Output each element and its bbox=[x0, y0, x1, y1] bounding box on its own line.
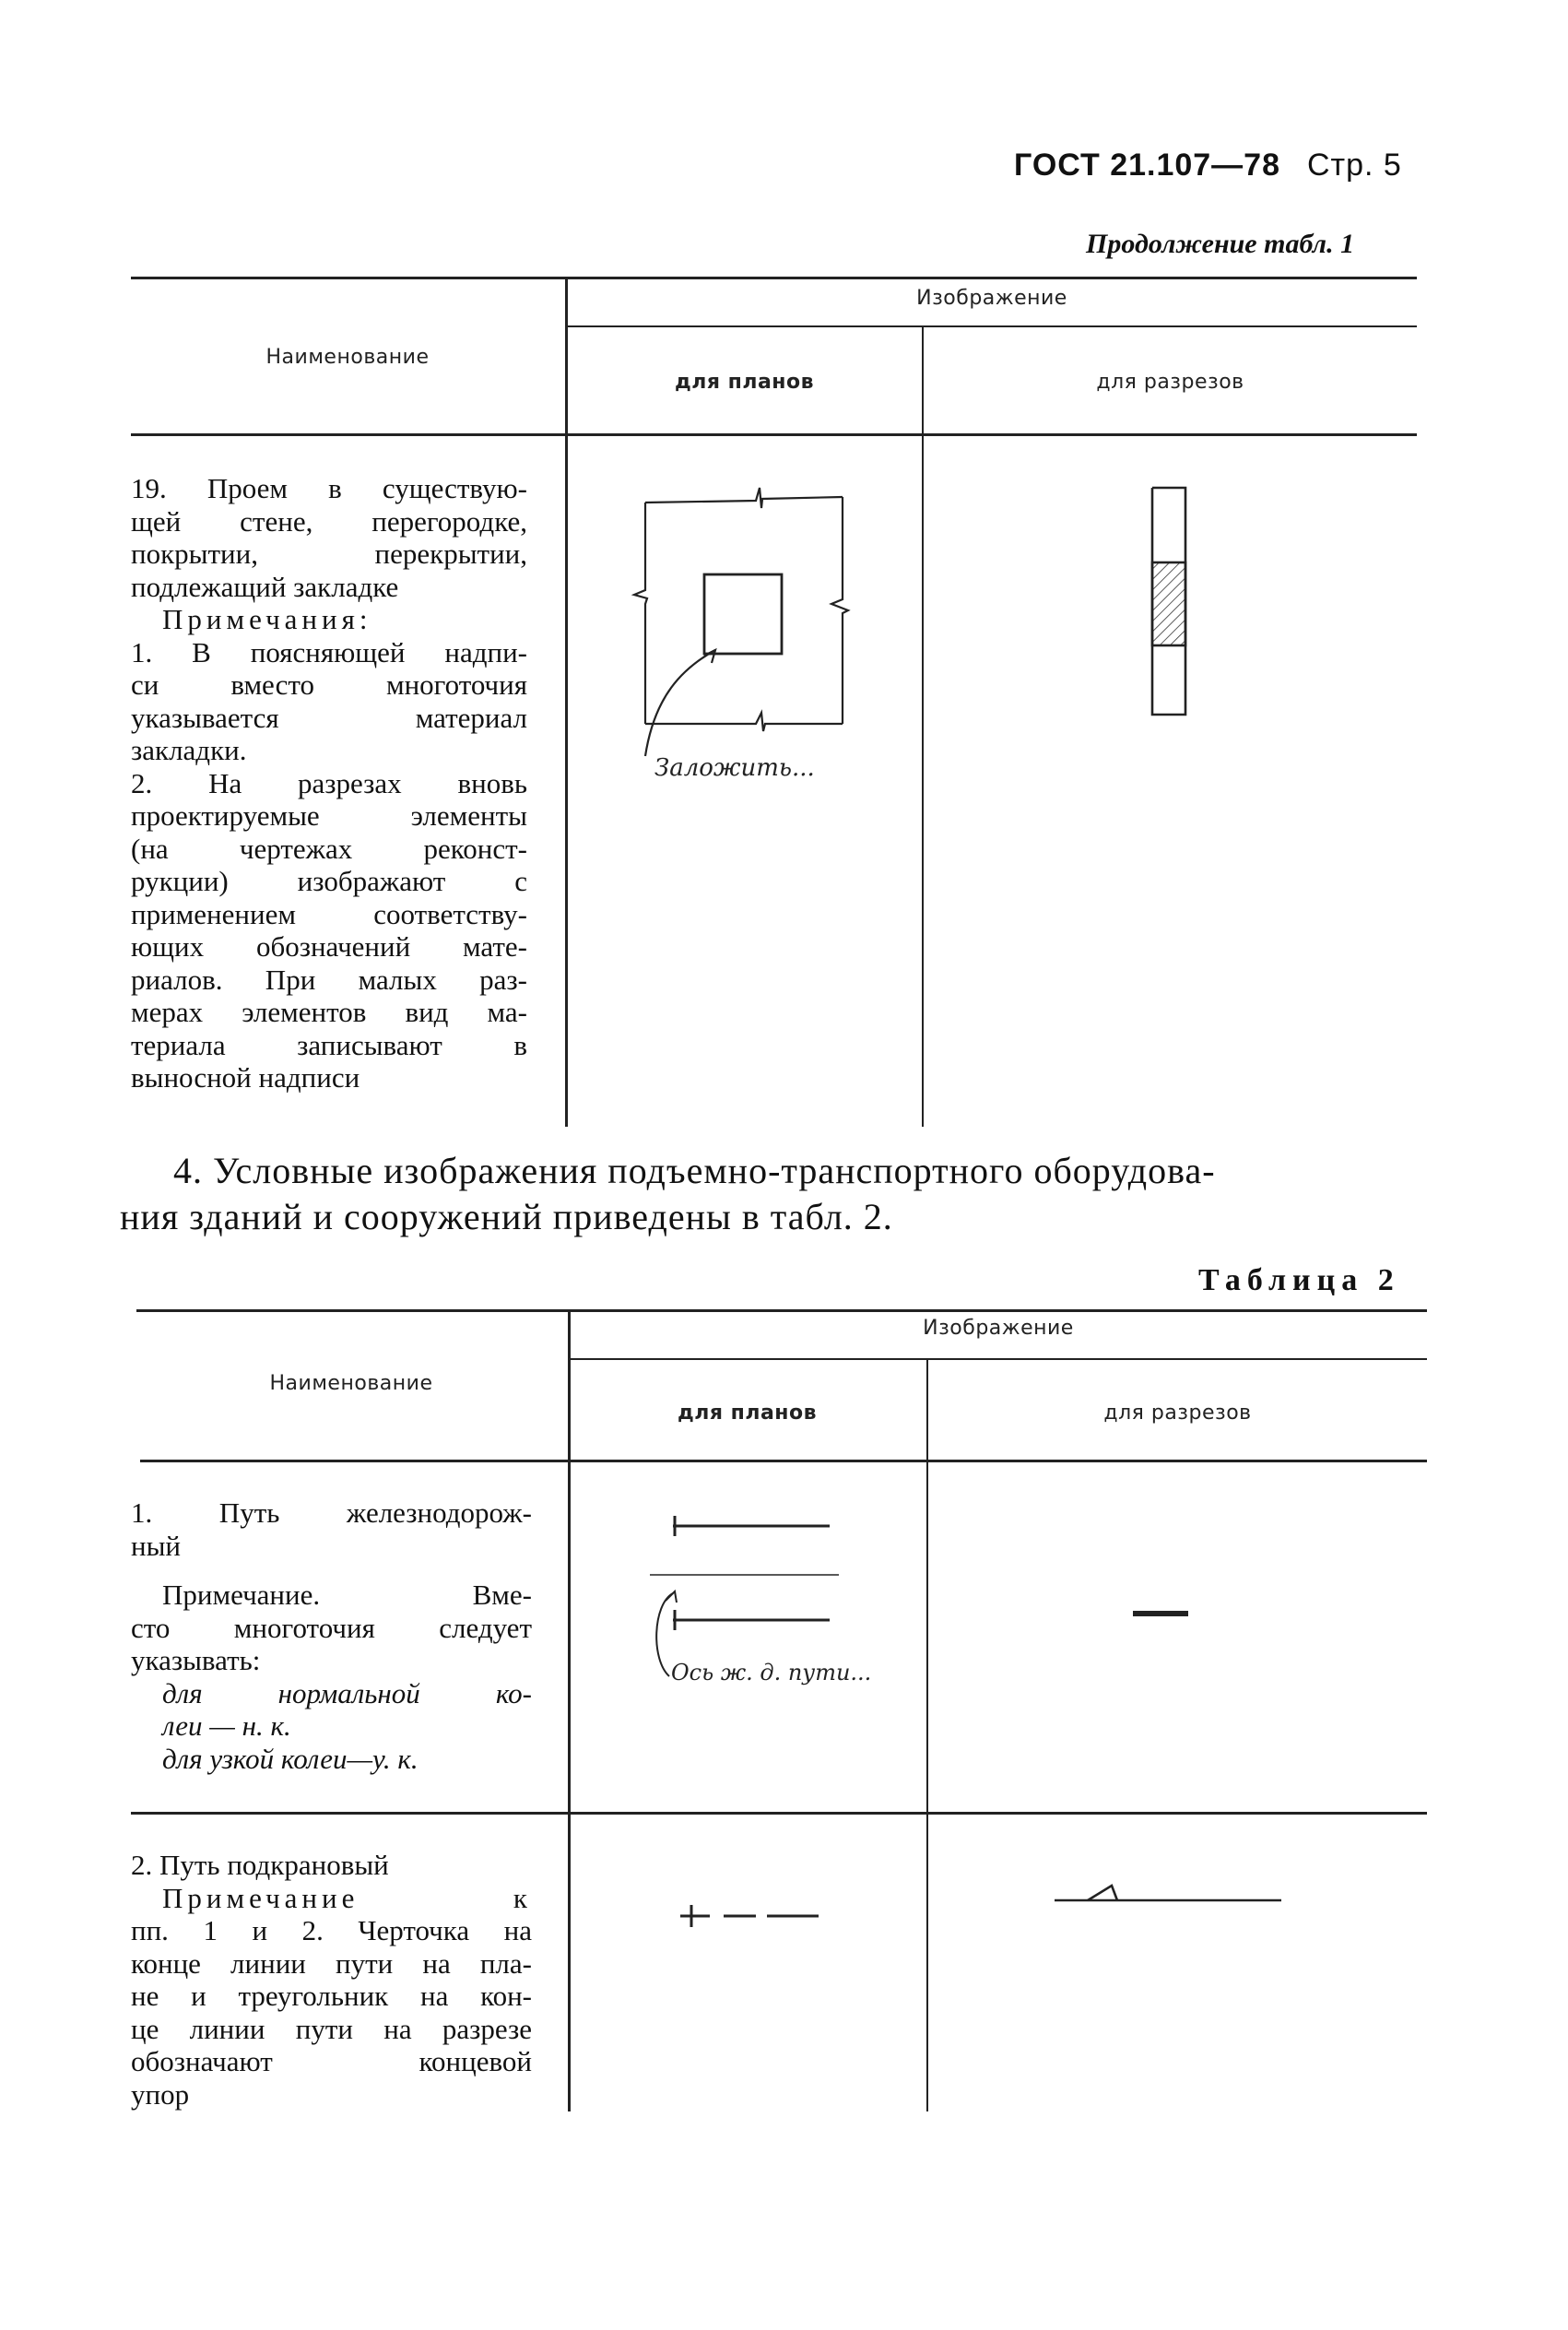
note-line: це линии пути на разрезе bbox=[131, 2012, 532, 2045]
note-line: указывать: bbox=[131, 1644, 261, 1676]
opening-section-symbol bbox=[1143, 484, 1198, 724]
note-line: конце линии пути на пла- bbox=[131, 1946, 532, 1980]
opening-plan-symbol bbox=[627, 475, 867, 779]
row-title-line: 2. Путь подкрановый bbox=[131, 1849, 389, 1881]
table-top-rule bbox=[136, 1309, 1427, 1312]
column-divider bbox=[565, 277, 568, 1127]
note-line: (на чертежах реконст- bbox=[131, 832, 527, 865]
table-2-title: Таблица 2 bbox=[1198, 1263, 1400, 1297]
note-line: леи — н. к. bbox=[162, 1709, 291, 1742]
row-title-line: 1. Путь железнодорож- bbox=[131, 1496, 532, 1529]
paragraph-4-continued bbox=[120, 1194, 1410, 1240]
plan-callout-label: Ось ж. д. пути... bbox=[671, 1660, 872, 1685]
document-reference: ГОСТ 21.107—78 bbox=[1014, 148, 1281, 183]
note-line: рукции) изображают с bbox=[131, 865, 527, 897]
row-title-line: ный bbox=[131, 1529, 182, 1562]
note-line: 1. В поясняющей надпи- bbox=[131, 635, 527, 668]
note-line: Примечание. Вме- bbox=[162, 1579, 532, 1611]
column-header-name: Наименование bbox=[269, 1372, 433, 1395]
note-line: Примечание к bbox=[162, 1881, 532, 1914]
column-header-sections: для разрезов bbox=[1096, 371, 1244, 394]
row-19-description bbox=[131, 472, 527, 1094]
note-line: риалов. При малых раз- bbox=[131, 963, 527, 996]
row-divider bbox=[131, 1812, 1427, 1815]
plan-callout-label: Заложить... bbox=[654, 754, 815, 782]
column-header-image: Изображение bbox=[916, 287, 1067, 310]
column-header-plans: для планов bbox=[674, 371, 815, 394]
column-header-image: Изображение bbox=[923, 1317, 1074, 1340]
row-title-line: покрытии, перекрытии, bbox=[131, 538, 527, 570]
column-header-sections: для разрезов bbox=[1103, 1402, 1252, 1425]
crane-track-plan-symbol bbox=[673, 1898, 839, 1934]
row-title-line: подлежащий закладке bbox=[131, 570, 399, 603]
column-divider bbox=[922, 325, 924, 1127]
paragraph-line: ния зданий и сооружений приведены в табл. 2. bbox=[120, 1196, 893, 1237]
page-number: Стр. 5 bbox=[1307, 148, 1402, 183]
note-line: териала записывают в bbox=[131, 1028, 527, 1061]
row-2-description bbox=[131, 1849, 532, 2111]
header-divider bbox=[570, 1358, 1427, 1360]
note-line: закладки. bbox=[131, 734, 247, 766]
column-divider bbox=[926, 1358, 928, 2111]
note-line: указывается материал bbox=[131, 701, 527, 734]
column-header-name: Наименование bbox=[265, 346, 430, 369]
note-line: ющих обозначений мате- bbox=[131, 930, 527, 963]
crane-track-section-symbol bbox=[1051, 1876, 1291, 1913]
header-divider bbox=[567, 325, 1417, 327]
note-heading: Примечания: bbox=[162, 603, 372, 635]
note-line: применением соответству- bbox=[131, 897, 527, 930]
row-1-description bbox=[131, 1496, 532, 1775]
note-line: упор bbox=[131, 2077, 190, 2111]
note-line: проектируемые элементы bbox=[131, 799, 527, 832]
note-line: для нормальной ко- bbox=[162, 1676, 532, 1709]
note-line: не и треугольник на кон- bbox=[131, 1980, 532, 2012]
note-line: обозначают концевой bbox=[131, 2045, 532, 2077]
paragraph-line: 4. Условные изображения подъемно-транспортного оборудова- bbox=[173, 1150, 1216, 1191]
column-divider bbox=[568, 1309, 571, 2111]
note-line: пп. 1 и 2. Черточка на bbox=[131, 1914, 532, 1946]
note-line: выносной надписи bbox=[131, 1061, 360, 1094]
note-line: сто многоточия следует bbox=[131, 1611, 532, 1644]
paragraph-4 bbox=[173, 1148, 1427, 1194]
column-header-plans: для планов bbox=[677, 1402, 818, 1425]
note-line: 2. На разрезах вновь bbox=[131, 766, 527, 799]
row-title-line: 19. Проем в существую- bbox=[131, 472, 527, 504]
table-continuation-label: Продолжение табл. 1 bbox=[1086, 229, 1355, 259]
note-line: мерах элементов вид ма- bbox=[131, 996, 527, 1028]
row-title-line: щей стене, перегородке, bbox=[131, 504, 527, 538]
note-line: для узкой колеи—у. к. bbox=[162, 1742, 419, 1775]
header-bottom-rule bbox=[131, 433, 1417, 436]
note-line: си вместо многоточия bbox=[131, 668, 527, 701]
table-top-rule bbox=[131, 277, 1417, 279]
header-bottom-rule bbox=[140, 1460, 1427, 1462]
railway-track-section-symbol bbox=[1129, 1604, 1194, 1623]
